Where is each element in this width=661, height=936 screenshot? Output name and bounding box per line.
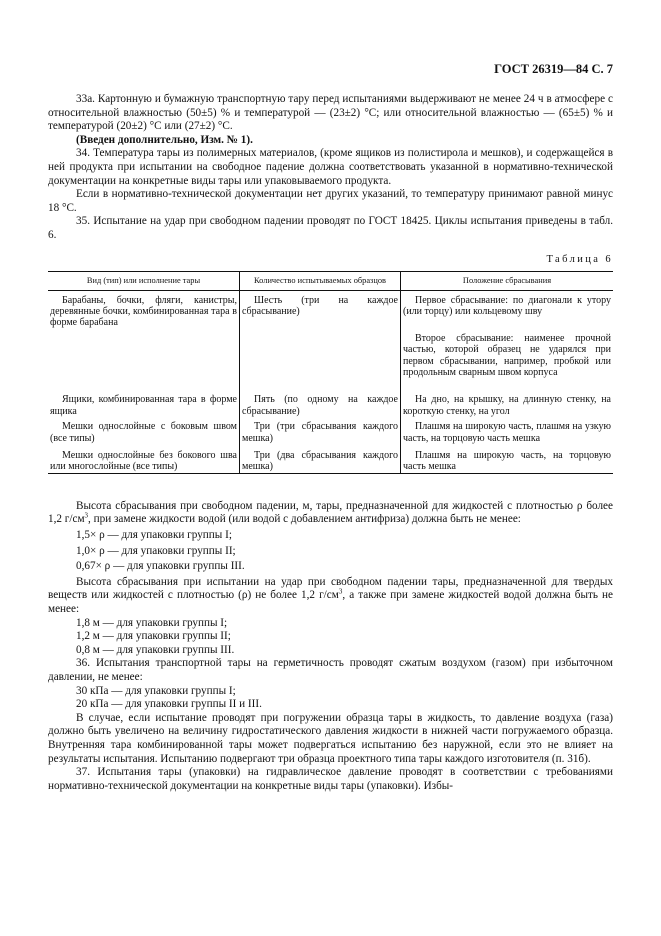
list-item: 1,0× ρ — для упаковки группы II; xyxy=(76,544,236,557)
table-row xyxy=(48,444,613,473)
page-body xyxy=(48,0,613,793)
table-cell-count: Шесть (три на каждое сбрасывание) xyxy=(240,290,401,329)
list-item: 1,5× ρ — для упаковки группы I; xyxy=(76,529,232,541)
table-header-position: Положение сбрасывания xyxy=(401,271,614,290)
solids-drop-height xyxy=(48,576,613,617)
liquids-drop-height xyxy=(48,500,613,527)
table-header-type: Вид (тип) или исполнение тары xyxy=(48,271,240,290)
paragraph-37: 37. Испытания тары (упаковки) на гидравлическое давление проводят в соответствии с требованиями нормативно-технической документации на конкретные виды тары (упаковки). Избы- xyxy=(48,766,613,792)
table-cell-type: Ящики, комбинированная тара в форме ящика xyxy=(48,378,240,417)
list-item: 0,67× ρ — для упаковки группы III. xyxy=(76,560,245,573)
table-cell-type: Барабаны, бочки, фляги, канистры, деревянные бочки, комбинированная тара в форме барабана xyxy=(48,290,240,329)
page-header: ГОСТ 26319—84 С. 7 xyxy=(494,62,613,76)
paragraph-33a: 33а. Картонную и бумажную транспортную тару перед испытаниями выдерживают не менее 24 ч в атмосфере с относительной влажностью (50±5) % и температурой — (23±2) °С; или относительной влажностью — (65±5) % и температурой (20±2) °С или (27±2) °С. xyxy=(48,93,613,133)
liquids-text-b: , при замене жидкости водой (или водой с добавлением антифриза) должна быть не менее: xyxy=(88,513,521,526)
paragraph-35: 35. Испытание на удар при свободном падении проводят по ГОСТ 18425. Циклы испытания приведены в табл. 6. xyxy=(48,215,613,241)
table-cell-type: Мешки однослойные без бокового шва или многослойные (все типы) xyxy=(48,444,240,473)
solids-text-a: Высота сбрасывания при испытании на удар при свободном падении тары, предназначенной для твердых веществ или жидкостей с плотностью (ρ) не более 1,2 г/см xyxy=(48,575,613,602)
table-caption: Таблица 6 xyxy=(546,253,613,265)
table-cell-position: Плашмя на широкую часть, на торцовую часть мешка xyxy=(401,444,614,473)
table-cell-count: Три (три сбрасывания каждого мешка) xyxy=(240,417,401,444)
table-row xyxy=(48,417,613,444)
table-cell-count xyxy=(240,329,401,379)
list-item: 1,2 м — для упаковки группы II; xyxy=(76,630,231,643)
paragraph-36: 36. Испытания транспортной тары на герметичность проводят сжатым воздухом (газом) при избыточном давлении, не менее: xyxy=(48,657,613,683)
paragraph-34-note: Если в нормативно-технической документации нет других указаний, то температуру принимают равной минус 18 °С. xyxy=(48,188,613,214)
table-cell-count: Пять (по одному на каждое сбрасывание) xyxy=(240,378,401,417)
list-item: 1,8 м — для упаковки группы I; xyxy=(76,616,228,629)
table-cell-position: Плашмя на широкую часть, плашмя на узкую часть, на торцовую часть мешка xyxy=(403,421,611,444)
table-cell-position: На дно, на крышку, на длинную стенку, на короткую стенку, на угол xyxy=(403,394,611,417)
solids-text-b: , а также при замене жидкостей водой должна быть не менее: xyxy=(48,589,613,615)
table-row xyxy=(48,290,613,329)
table-cell-position: Второе сбрасывание: наименее прочной частью, которой образец не ударялся при первом сбрасывании, например, пробкой или продольным сварным швом корпуса xyxy=(403,332,611,378)
list-item: 0,8 м — для упаковки группы III. xyxy=(76,643,235,656)
amendment-note: (Введен дополнительно, Изм. № 1). xyxy=(76,133,253,146)
paragraph-immersion: В случае, если испытание проводят при погружении образца тары в жидкость, то давление воздуха (газа) должно быть увеличено на величину гидростатического давления жидкости в нижней части погружаемого образца. Внутренняя тара комбинированной тары может подвергаться испытанию без наружной, если это не влияет на результаты испытания. Испытанию подвергают три образца проектного типа тары каждого изготовителя (п. 31б). xyxy=(48,711,613,765)
list-item: 20 кПа — для упаковки группы II и III. xyxy=(76,698,262,711)
list-item: 30 кПа — для упаковки группы I; xyxy=(76,684,236,697)
table-cell-type: Мешки однослойные с боковым швом (все типы) xyxy=(48,417,240,444)
drop-test-table xyxy=(48,271,613,474)
table-cell-count: Три (два сбрасывания каждого мешка) xyxy=(240,444,401,473)
liquids-text-a: Высота сбрасывания при свободном падении, м, тары, предназначенной для жидкостей с плотностью ρ более 1,2 г/см xyxy=(48,499,613,526)
solids-sup: 3 xyxy=(338,587,343,596)
table-row xyxy=(48,329,613,379)
table-header-count: Количество испытываемых образцов xyxy=(240,271,401,290)
liquids-sup: 3 xyxy=(84,511,89,520)
table-cell-position: Первое сбрасывание: по диагонали к утору (или торцу) или кольцевому шву xyxy=(403,294,611,317)
table-row xyxy=(48,378,613,417)
table-cell-type xyxy=(48,329,240,379)
paragraph-34: 34. Температура тары из полимерных материалов, (кроме ящиков из полистирола и мешков), и содержащейся в ней продукта при испытании на свободное падение должна соответствовать указанной в нормативно-технической документации на конкретные виды тары или упаковываемого продукта. xyxy=(48,147,613,187)
